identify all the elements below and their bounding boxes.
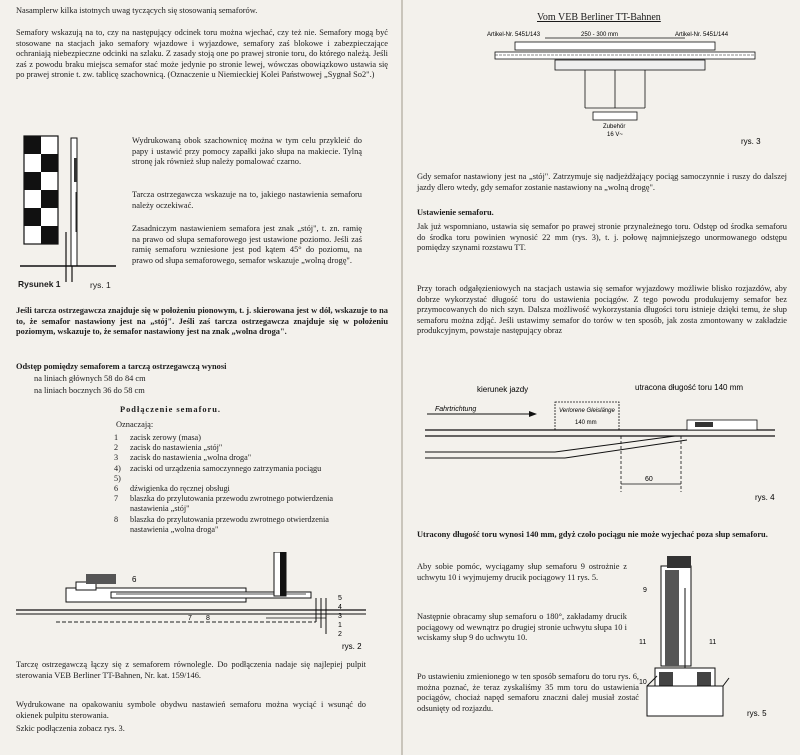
left-column <box>0 0 398 755</box>
paragraph-tarcza-polozenie: Jeśli tarcza ostrzegawcza znajduje się w położeniu pionowym, t. j. skierowana jest w dół, wskazuje to na to, że semafor nastawiony jest na „stój". Jeśli zaś tarcza ostrzegawcza znajduje się w położeniu poziomym, wskazuje to, że semafor nastawiony jest na znak „wolna droga". <box>16 306 388 337</box>
legend-item <box>114 484 364 494</box>
figure-3-caption: rys. 3 <box>741 137 761 146</box>
legend-item-text: zacisk do nastawienia „stój" <box>130 443 223 453</box>
paragraph-ustawienie: Jak już wspomniano, ustawia się semafor po prawej stronie przynależnego toru. Odstęp od środka semaforu do środka toru powinien wynosić 22 mm (rys. 3), t. j. połowę najmniejszego unormowanego odstępu pomiędzy szynami rozstawu TT. <box>417 222 787 253</box>
legend-item-number: 2 <box>114 443 119 453</box>
legend-item-text: blaszka do przylutowania przewodu zwrotnego potwierdzenia nastawienia „stój" <box>130 494 334 514</box>
fig3-art-left: Artikel-Nr. 5451/143 <box>487 32 541 38</box>
paragraph-semafory: Semafory wskazują na to, czy na następujący odcinek toru można wjechać, czy też nie. Semafory mogą być stosowane na stacjach jako semafory wjazdowe i wyjazdowe, semafory zaś blokowe i zabezpieczające ochraniają niebezpieczne odcinki na szlaku. Z zasady stoją one po prawej stronie toru, do którego należą. Jeśli zaś z powodu braku miejsca semafor stać może jedynie po stronie lewej, wówczas obowiązkowo ustawia się po prawej stronie t. zw. tablicę szachownicą. (Oznaczenie u Niemieckiej Kolei Państwowej „Sygnał So2".) <box>16 28 388 80</box>
paragraph-aby-sobie: Aby sobie pomóc, wyciągamy słup semaforu 9 ostrożnie z uchwytu 10 i wyjmujemy drucik pociągowy 11 rys. 5. <box>417 562 627 582</box>
legend-item-number: 7 <box>114 494 119 504</box>
distance-title: Odstęp pomiędzy semaforem a tarczą ostrzegawczą wynosi <box>16 362 227 371</box>
paragraph-podlaczenie: Tarczę ostrzegawczą łączy się z semaforem równolegle. Do podłączenia nadaje się najlepiej pulpit sterowania VEB Berliner TT-Bahnen, Nr. kat. 159/146. <box>16 660 366 680</box>
legend-item-text: zacisk zerowy (masa) <box>130 433 201 442</box>
distance-main-lines: na liniach głównych 58 do 84 cm <box>34 374 146 383</box>
figure-2-wiring <box>16 552 386 652</box>
fig5-num-11a: 11 <box>639 639 647 646</box>
legend-item <box>114 464 364 484</box>
fig2-num-3: 3 <box>338 613 342 620</box>
fig2-num-4: 4 <box>338 604 342 611</box>
fig5-num-9: 9 <box>643 587 647 594</box>
paragraph-symbole: Wydrukowane na opakowaniu symbole obydwu nastawień semaforu można wyciąć i wsunąć do okienek pulpitu sterowania. <box>16 700 366 720</box>
paragraph-stoj: Gdy semafor nastawiony jest na „stój". Zatrzymuje się nadjeżdżający pociąg samoczynnie i ruszy do dalszej jazdy dlero wtedy, gdy semafor zostanie nastawiony na „wolną drogę". <box>417 172 787 192</box>
fig2-num-8: 8 <box>206 615 210 622</box>
fig2-num-7: 7 <box>188 615 192 622</box>
chessboard-sign <box>24 136 58 244</box>
paragraph-tarcza: Tarcza ostrzegawcza wskazuje na to, jakiego nastawienia semaforu należy oczekiwać. <box>132 190 362 210</box>
fig3-dimension: 250 - 300 mm <box>581 32 619 38</box>
fig3-art-right: Artikel-Nr. 5451/144 <box>675 32 729 38</box>
fig3-zubehor: Zubehör <box>603 124 626 130</box>
paragraph-odgalezienia: Przy torach odgałęzieniowych na stacjach ustawia się semafor wyjazdowy możliwie blisko rozjazdów, aby dobrze wykorzystać długość toru do ustawienia pociągów. Z tego powodu produkujemy semafor bez przymocowanych do nich szyn. Dalsza możliwość wykorzystania długości toru istnieje dzięki temu, że słup semaforu można zdjąć. Jeśli ustawimy semafor do torów w ten sposób, jak zosta zmontowany w zakładzie produkcyjnym, powstaje następujący obraz <box>417 284 787 336</box>
legend-item <box>114 515 364 535</box>
heading-ustawienie: Ustawienie semaforu. <box>417 208 494 217</box>
legend-item-text: dźwigienka do ręcznej obsługi <box>130 484 230 494</box>
legend-item-number: 4) 5) <box>114 463 121 483</box>
legend-item <box>114 453 364 463</box>
fig2-num-6: 6 <box>132 575 137 584</box>
fig4-kierunek: kierunek jazdy <box>477 385 529 394</box>
connection-heading: Podłączenie semaforu. <box>120 405 222 414</box>
fig4-utracona: utracona długość toru 140 mm <box>635 383 744 392</box>
paragraph-zasadniczym: Zasadniczym nastawieniem semafora jest znak „stój", t. zn. ramię na prawo od słupa semaforowego jest ustawione poziomo. Jeśli zaś ramię semaforu wzniesione jest pod kątem 45° do poziomu, na prawo od słupa semaforowego, semafor wskazuje „wolną drogę". <box>132 224 362 265</box>
figure-4-caption: rys. 4 <box>755 493 775 502</box>
legend-list <box>114 433 364 535</box>
legend-item-text: zacisk do nastawienia „wolna droga" <box>130 453 252 463</box>
fig2-num-5: 5 <box>338 595 342 602</box>
figure-1-label: Rysunek 1 <box>18 279 61 289</box>
figure-1-caption: rys. 1 <box>90 280 111 290</box>
figure-3-schematic <box>485 28 775 148</box>
legend-item <box>114 443 364 453</box>
legend-title: Oznaczają: <box>116 420 154 429</box>
figure-5-signal-post <box>637 548 785 728</box>
figure-5-caption: rys. 5 <box>747 709 767 718</box>
figure-4-track <box>425 380 783 504</box>
legend-item-text: blaszka do przylutowania przewodu zwrotnego otwierdzenia nastawienia „wolna droga" <box>130 514 329 534</box>
fig2-num-2: 2 <box>338 631 342 638</box>
fig2-num-1: 1 <box>338 622 342 629</box>
fig5-num-10: 10 <box>639 679 647 686</box>
paragraph-nastepnie: Następnie obracamy słup semaforu o 180°, zakładamy drucik pociągowy od wewnątrz po drugiej stronie uchwytu słupa 10 i wciskamy słup 9 do uchwytu 10. <box>417 612 627 643</box>
legend-item-text: zaciski od urządzenia samoczynnego zatrzymania pociągu <box>130 463 322 473</box>
figure-2-caption: rys. 2 <box>342 642 362 651</box>
legend-item <box>114 433 364 443</box>
page-fold <box>401 0 403 755</box>
paragraph-chessboard: Wydrukowaną obok szachownicę można w tym celu przykleić do papy i ustawić przy pomocy zapałki jako słupa na makiecie. Tylną stronę jak również słup należy pomalować czarno. <box>132 136 362 167</box>
paragraph-szkic: Szkic podłączenia zobacz rys. 3. <box>16 724 125 733</box>
fig4-fahrtrichtung: Fahrtrichtung <box>435 406 477 413</box>
right-column <box>405 0 800 755</box>
figure-1-chessboard <box>16 132 124 290</box>
legend-item-number: 6 <box>114 484 119 494</box>
legend-item-number: 8 <box>114 514 119 524</box>
fig4-verlorene: Verlorene Gleislänge <box>559 408 615 414</box>
manufacturer-header: Vom VEB Berliner TT-Bahnen <box>537 12 661 23</box>
intro-text: Nasamplerw kilka istotnych uwag tyczących się stosowanią semaforów. <box>16 6 258 15</box>
legend-item-number: 3 <box>114 453 119 463</box>
fig3-voltage: 16 V~ <box>607 132 623 138</box>
legend-item <box>114 494 364 514</box>
distance-side-lines: na liniach bocznych 36 do 58 cm <box>34 386 145 395</box>
fig4-dim-60: 60 <box>645 476 653 483</box>
fig5-num-11b: 11 <box>709 639 717 646</box>
paragraph-po-ustawieniu: Po ustawieniu zmienionego w ten sposób semaforu do toru rys. 6, można poznać, że teraz zyskaliśmy 35 mm toru do ustawienia pociągów, chociaż napęd semaforu znaczni dalej musiał zostać odsunięty od rozjazdu. <box>417 672 639 713</box>
fig4-140mm: 140 mm <box>575 420 597 426</box>
legend-item-number: 1 <box>114 433 119 442</box>
paragraph-utracony: Utracony długość toru wynosi 140 mm, gdyż czoło pociągu nie może wyjechać poza słup semaforu. <box>417 530 768 539</box>
